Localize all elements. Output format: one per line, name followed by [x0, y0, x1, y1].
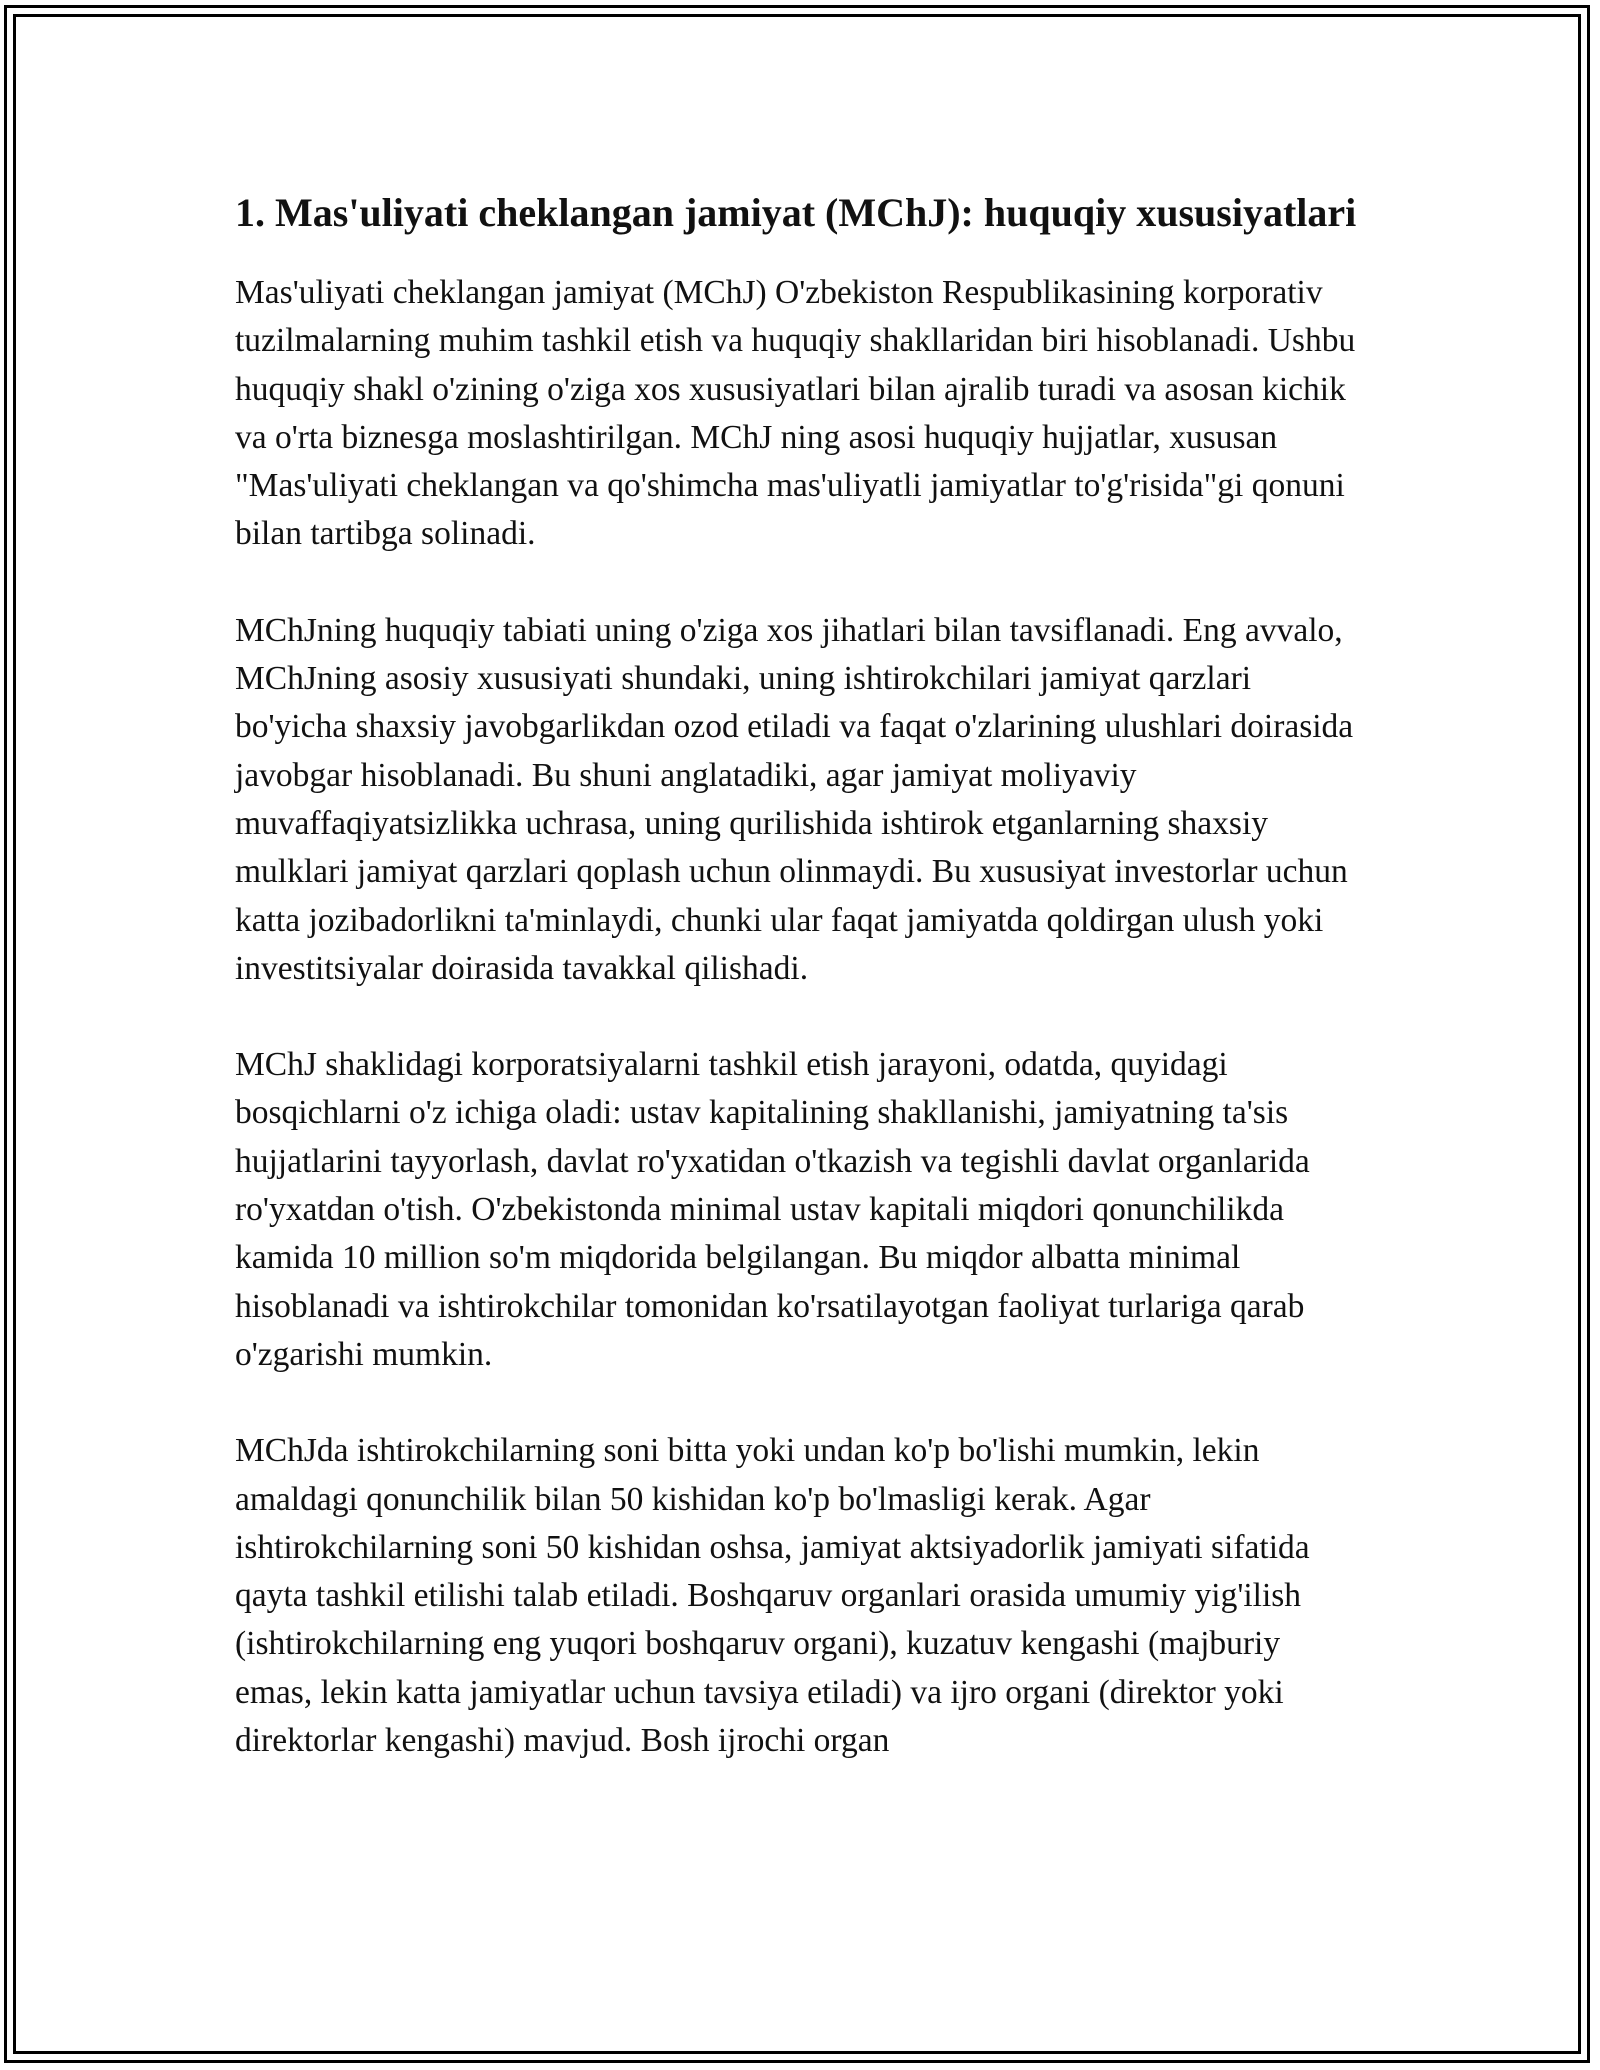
- paragraph-participants: MChJda ishtirokchilarning soni bitta yoki undan ko'p bo'lishi mumkin, lekin amaldagi qonunchilik bilan 50 kishidan ko'p bo'lmasligi kerak. Agar ishtirokchilarning soni 50 kishidan oshsa, jamiyat aktsiyadorlik jamiyati sifatida qayta tashkil etilishi talab etiladi. Boshqaruv organlari orasida umumiy yig'ilish (ishtirokchilarning eng yuqori boshqaruv organi), kuzatuv kengashi (majburiy emas, lekin katta jamiyatlar uchun tavsiya etiladi) va ijro organi (direktor yoki direktorlar kengashi) mavjud. Bosh ijrochi organ: [235, 1432, 1310, 1760]
- document-body: [235, 185, 1365, 1813]
- paragraph-legal-nature: MChJning huquqiy tabiati uning o'ziga xos jihatlari bilan tavsiflanadi. Eng avvalo, MChJning asosiy xususiyati shundaki, uning ishtirokchilari jamiyat qarzlari bo'yicha shaxsiy javobgarlikdan ozod etiladi va faqat o'zlarining ulushlari doirasida javobgar hisoblanadi. Bu shuni anglatadiki, agar jamiyat moliyaviy muvaffaqiyatsizlikka uchrasa, uning qurilishida ishtirok etganlarning shaxsiy mulklari jamiyat qarzlari qoplash uchun olinmaydi. Bu xususiyat investorlar uchun katta jozibadorlikni ta'minlaydi, chunki ular faqat jamiyatda qoldirgan ulush yoki investitsiyalar doirasida tavakkal qilishadi.: [235, 611, 1354, 987]
- paragraph-intro: Mas'uliyati cheklangan jamiyat (MChJ) O'zbekiston Respublikasining korporativ tuzilmalarning muhim tashkil etish va huquqiy shakllaridan biri hisoblanadi. Ushbu huquqiy shakl o'zining o'ziga xos xususiyatlari bilan ajralib turadi va asosan kichik va o'rta biznesga moslashtirilgan. MChJ ning asosi huquqiy hujjatlar, xususan "Mas'uliyati cheklangan va qo'shimcha mas'uliyatli jamiyatlar to'g'risida"gi qonuni bilan tartibga solinadi.: [235, 274, 1356, 553]
- section-heading: 1. Mas'uliyati cheklangan jamiyat (MChJ): huquqiy xususiyatlari: [235, 190, 1357, 235]
- paragraph-formation: MChJ shaklidagi korporatsiyalarni tashkil etish jarayoni, odatda, quyidagi bosqichlarni o'z ichiga oladi: ustav kapitalining shakllanishi, jamiyatning ta'sis hujjatlarini tayyorlash, davlat ro'yxatidan o'tkazish va tegishli davlat organlarida ro'yxatdan o'tish. O'zbekistonda minimal ustav kapitali miqdori qonunchilikda kamida 10 million so'm miqdorida belgilangan. Bu miqdor albatta minimal hisoblanadi va ishtirokchilar tomonidan ko'rsatilayotgan faoliyat turlariga qarab o'zgarishi mumkin.: [235, 1046, 1310, 1373]
